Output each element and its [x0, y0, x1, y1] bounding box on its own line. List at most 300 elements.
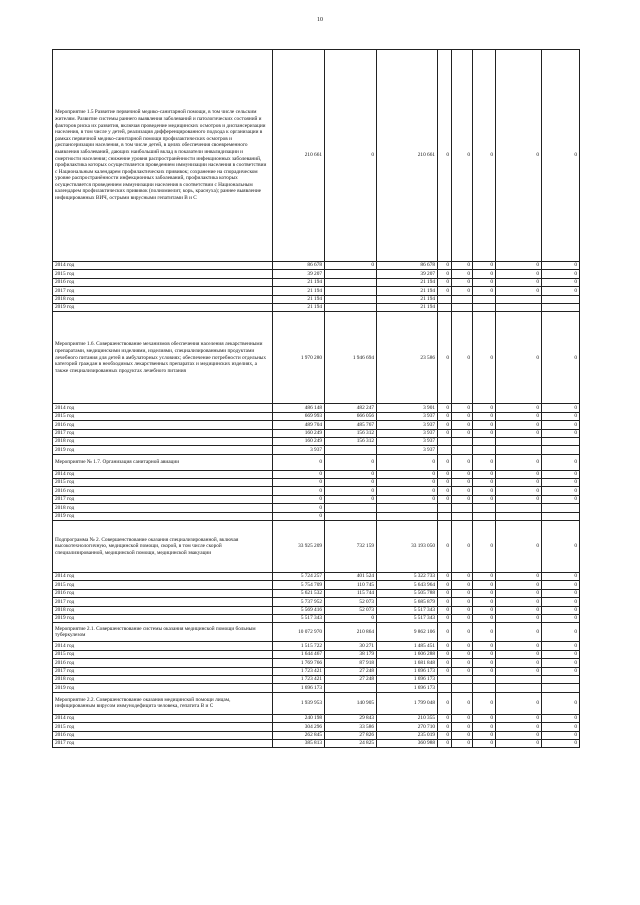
value-cell-4: 0 — [438, 454, 452, 470]
value-cell-4: 0 — [438, 723, 452, 731]
value-cell-5: 0 — [452, 278, 473, 286]
value-cell-5: 0 — [452, 487, 473, 495]
value-cell-3: 210 661 — [377, 50, 438, 262]
value-cell-4: 0 — [438, 270, 452, 278]
value-cell-8: 0 — [542, 723, 580, 731]
value-cell-1: 21 194 — [273, 287, 325, 295]
value-cell-5: 0 — [452, 642, 473, 650]
value-cell-4: 0 — [438, 429, 452, 437]
year-label: 2014 год — [53, 470, 273, 478]
value-cell-4: 0 — [438, 659, 452, 667]
value-cell-4: 0 — [438, 487, 452, 495]
value-cell-3: 23 586 — [377, 312, 438, 404]
value-cell-2: 482 247 — [325, 404, 377, 412]
value-cell-1: 240 198 — [273, 714, 325, 722]
value-cell-4: 0 — [438, 606, 452, 614]
value-cell-5: 0 — [452, 692, 473, 714]
value-cell-5 — [452, 504, 473, 512]
value-cell-3: 3 901 — [377, 404, 438, 412]
year-label: 2019 год — [53, 446, 273, 454]
value-cell-4: 0 — [438, 470, 452, 478]
value-cell-2 — [325, 684, 377, 692]
value-cell-4: 0 — [438, 50, 452, 262]
value-cell-6: 0 — [473, 667, 496, 675]
value-cell-7: 0 — [496, 454, 542, 470]
value-cell-7: 0 — [496, 606, 542, 614]
year-label: 2016 год — [53, 487, 273, 495]
page-number: 10 — [317, 17, 323, 23]
value-cell-7 — [496, 295, 542, 303]
value-cell-1: 385 813 — [273, 739, 325, 747]
value-cell-5 — [452, 303, 473, 311]
year-row — [53, 684, 580, 692]
year-row — [53, 295, 580, 303]
measure-row — [53, 454, 580, 470]
value-cell-6: 0 — [473, 287, 496, 295]
measure-name: Мероприятие 2.1. Совершенствование системы оказания медицинской помощи больным туберкулезом — [53, 623, 273, 642]
value-cell-4: 0 — [438, 312, 452, 404]
value-cell-4 — [438, 437, 452, 445]
value-cell-4: 0 — [438, 623, 452, 642]
value-cell-3: 5 322 733 — [377, 573, 438, 581]
year-label: 2014 год — [53, 404, 273, 412]
value-cell-5 — [452, 512, 473, 520]
value-cell-8: 0 — [542, 589, 580, 597]
value-cell-8: 0 — [542, 412, 580, 420]
value-cell-5: 0 — [452, 589, 473, 597]
value-cell-7: 0 — [496, 659, 542, 667]
value-cell-5: 0 — [452, 659, 473, 667]
year-row — [53, 404, 580, 412]
value-cell-7: 0 — [496, 495, 542, 503]
value-cell-3: 0 — [377, 470, 438, 478]
value-cell-1: 3 937 — [273, 446, 325, 454]
value-cell-7: 0 — [496, 739, 542, 747]
value-cell-8: 0 — [542, 642, 580, 650]
value-cell-5: 0 — [452, 606, 473, 614]
year-row — [53, 573, 580, 581]
value-cell-6: 0 — [473, 412, 496, 420]
year-row — [53, 487, 580, 495]
value-cell-8: 0 — [542, 278, 580, 286]
value-cell-1: 1 769 766 — [273, 659, 325, 667]
value-cell-4: 0 — [438, 421, 452, 429]
value-cell-6: 0 — [473, 521, 496, 573]
value-cell-2: 38 179 — [325, 650, 377, 658]
value-cell-2 — [325, 295, 377, 303]
value-cell-3: 9 862 106 — [377, 623, 438, 642]
value-cell-5 — [452, 295, 473, 303]
value-cell-1: 5 737 952 — [273, 598, 325, 606]
value-cell-6: 0 — [473, 581, 496, 589]
value-cell-8: 0 — [542, 521, 580, 573]
value-cell-7 — [496, 684, 542, 692]
value-cell-1: 160 249 — [273, 437, 325, 445]
value-cell-6: 0 — [473, 404, 496, 412]
year-row — [53, 606, 580, 614]
year-label: 2019 год — [53, 512, 273, 520]
value-cell-1: 1 644 467 — [273, 650, 325, 658]
value-cell-2: 29 843 — [325, 714, 377, 722]
value-cell-1: 669 993 — [273, 412, 325, 420]
value-cell-8: 0 — [542, 270, 580, 278]
value-cell-5: 0 — [452, 614, 473, 622]
value-cell-3: 1 696 173 — [377, 684, 438, 692]
value-cell-3: 0 — [377, 487, 438, 495]
year-label: 2017 год — [53, 495, 273, 503]
value-cell-1: 0 — [273, 470, 325, 478]
value-cell-5 — [452, 684, 473, 692]
value-cell-7: 0 — [496, 262, 542, 270]
value-cell-1: 1 723 421 — [273, 667, 325, 675]
value-cell-7 — [496, 303, 542, 311]
value-cell-6: 0 — [473, 598, 496, 606]
value-cell-1: 1 696 173 — [273, 684, 325, 692]
value-cell-8 — [542, 295, 580, 303]
value-cell-6: 0 — [473, 642, 496, 650]
measure-name: Мероприятие 1.5 Развитие первичной медико-санитарной помощи, в том числе сельским жителям. Развитие системы раннего выявления заболеваний и патологических состояний и факторов риска их развития, включая проведение медицинских осмотров и диспансеризации населения, в том числе у детей, реализация дифференцированного подхода к организации в рамках первичной медико-санитарной помощи профилактических осмотров и диспансеризации населения, в том числе детей, в целях обеспечения своевременного выявления заболеваний, дающих наибольший вклад в показатели инвалидизации и смертности населения; снижение уровня распространённости инфекционных заболеваний, профилактика которых осуществляется проведением иммунизации населения в соответствии с Национальным календарем профилактических прививок; сохранение на спорадическом уровне распространённости инфекционных заболеваний, профилактика которых осуществляется проведением иммунизации населения в соответствии с Национальным календарем профилактических прививок (полиомиелит, корь, краснуха); раннее выявление инфицированных ВИЧ, острыми вирусными гепатитами В и С — [53, 50, 273, 262]
value-cell-8 — [542, 684, 580, 692]
value-cell-5: 0 — [452, 714, 473, 722]
measure-row — [53, 521, 580, 573]
value-cell-5: 0 — [452, 404, 473, 412]
value-cell-5: 0 — [452, 287, 473, 295]
value-cell-2: 0 — [325, 470, 377, 478]
value-cell-6: 0 — [473, 731, 496, 739]
value-cell-4 — [438, 446, 452, 454]
measure-row — [53, 623, 580, 642]
value-cell-8: 0 — [542, 287, 580, 295]
value-cell-1: 0 — [273, 512, 325, 520]
value-cell-4: 0 — [438, 714, 452, 722]
value-cell-5: 0 — [452, 581, 473, 589]
value-cell-4: 0 — [438, 412, 452, 420]
measure-row — [53, 50, 580, 262]
year-label: 2018 год — [53, 606, 273, 614]
year-label: 2014 год — [53, 262, 273, 270]
year-label: 2014 год — [53, 714, 273, 722]
value-cell-4: 0 — [438, 731, 452, 739]
value-cell-1: 33 925 209 — [273, 521, 325, 573]
value-cell-8: 0 — [542, 479, 580, 487]
value-cell-3: 1 681 848 — [377, 659, 438, 667]
year-row — [53, 412, 580, 420]
value-cell-6: 0 — [473, 262, 496, 270]
year-row — [53, 723, 580, 731]
value-cell-4: 0 — [438, 692, 452, 714]
value-cell-1: 0 — [273, 495, 325, 503]
value-cell-2: 0 — [325, 454, 377, 470]
value-cell-1: 21 194 — [273, 295, 325, 303]
year-row — [53, 495, 580, 503]
year-label: 2017 год — [53, 429, 273, 437]
value-cell-3: 270 710 — [377, 723, 438, 731]
value-cell-4: 0 — [438, 287, 452, 295]
year-row — [53, 504, 580, 512]
value-cell-1: 160 249 — [273, 429, 325, 437]
value-cell-2 — [325, 287, 377, 295]
year-label: 2018 год — [53, 504, 273, 512]
value-cell-1: 0 — [273, 504, 325, 512]
value-cell-3: 21 194 — [377, 295, 438, 303]
value-cell-1: 10 072 970 — [273, 623, 325, 642]
value-cell-8: 0 — [542, 598, 580, 606]
value-cell-2: 30 271 — [325, 642, 377, 650]
value-cell-1: 1 515 722 — [273, 642, 325, 650]
value-cell-5: 0 — [452, 470, 473, 478]
value-cell-1: 5 517 343 — [273, 614, 325, 622]
value-cell-5: 0 — [452, 573, 473, 581]
value-cell-2: 27 248 — [325, 675, 377, 683]
year-label: 2018 год — [53, 675, 273, 683]
value-cell-8: 0 — [542, 421, 580, 429]
value-cell-7: 0 — [496, 589, 542, 597]
value-cell-1: 210 661 — [273, 50, 325, 262]
year-row — [53, 303, 580, 311]
year-row — [53, 270, 580, 278]
value-cell-6 — [473, 504, 496, 512]
value-cell-3: 5 517 343 — [377, 606, 438, 614]
value-cell-3: 39 207 — [377, 270, 438, 278]
value-cell-7: 0 — [496, 470, 542, 478]
value-cell-8: 0 — [542, 659, 580, 667]
year-row — [53, 581, 580, 589]
year-label: 2015 год — [53, 412, 273, 420]
value-cell-1: 21 194 — [273, 278, 325, 286]
value-cell-8 — [542, 303, 580, 311]
value-cell-5: 0 — [452, 270, 473, 278]
value-cell-1: 262 845 — [273, 731, 325, 739]
year-label: 2016 год — [53, 589, 273, 597]
value-cell-5: 0 — [452, 667, 473, 675]
value-cell-7: 0 — [496, 404, 542, 412]
year-label: 2019 год — [53, 614, 273, 622]
value-cell-8: 0 — [542, 50, 580, 262]
value-cell-3: 3 937 — [377, 429, 438, 437]
value-cell-8: 0 — [542, 573, 580, 581]
value-cell-2: 401 524 — [325, 573, 377, 581]
value-cell-3: 3 937 — [377, 412, 438, 420]
value-cell-5: 0 — [452, 495, 473, 503]
year-row — [53, 731, 580, 739]
value-cell-7: 0 — [496, 573, 542, 581]
value-cell-3: 33 193 050 — [377, 521, 438, 573]
value-cell-6: 0 — [473, 692, 496, 714]
value-cell-7: 0 — [496, 270, 542, 278]
value-cell-4: 0 — [438, 650, 452, 658]
value-cell-7 — [496, 512, 542, 520]
year-row — [53, 278, 580, 286]
value-cell-1: 0 — [273, 487, 325, 495]
value-cell-2 — [325, 278, 377, 286]
value-cell-3: 210 355 — [377, 714, 438, 722]
value-cell-6 — [473, 446, 496, 454]
value-cell-3: 1 696 173 — [377, 667, 438, 675]
value-cell-6: 0 — [473, 495, 496, 503]
value-cell-7: 0 — [496, 723, 542, 731]
value-cell-7: 0 — [496, 521, 542, 573]
value-cell-8 — [542, 437, 580, 445]
value-cell-4: 0 — [438, 667, 452, 675]
value-cell-8: 0 — [542, 692, 580, 714]
value-cell-6: 0 — [473, 50, 496, 262]
value-cell-3: 5 505 788 — [377, 589, 438, 597]
value-cell-6: 0 — [473, 454, 496, 470]
value-cell-4 — [438, 504, 452, 512]
year-label: 2017 год — [53, 667, 273, 675]
value-cell-7: 0 — [496, 650, 542, 658]
value-cell-8: 0 — [542, 404, 580, 412]
value-cell-3: 3 937 — [377, 446, 438, 454]
value-cell-2: 24 825 — [325, 739, 377, 747]
value-cell-6: 0 — [473, 723, 496, 731]
year-row — [53, 642, 580, 650]
budget-table — [52, 49, 580, 748]
value-cell-8: 0 — [542, 667, 580, 675]
value-cell-8 — [542, 504, 580, 512]
year-label: 2017 год — [53, 287, 273, 295]
value-cell-8 — [542, 675, 580, 683]
value-cell-6: 0 — [473, 606, 496, 614]
value-cell-4: 0 — [438, 495, 452, 503]
value-cell-7: 0 — [496, 731, 542, 739]
value-cell-4: 0 — [438, 598, 452, 606]
value-cell-7: 0 — [496, 667, 542, 675]
value-cell-5: 0 — [452, 262, 473, 270]
value-cell-3: 1 606 288 — [377, 650, 438, 658]
value-cell-5: 0 — [452, 623, 473, 642]
value-cell-5 — [452, 437, 473, 445]
value-cell-5: 0 — [452, 312, 473, 404]
value-cell-5: 0 — [452, 454, 473, 470]
value-cell-7: 0 — [496, 412, 542, 420]
value-cell-2: 52 073 — [325, 598, 377, 606]
value-cell-1: 86 678 — [273, 262, 325, 270]
year-row — [53, 429, 580, 437]
value-cell-2: 0 — [325, 487, 377, 495]
year-label: 2016 год — [53, 659, 273, 667]
year-label: 2015 год — [53, 650, 273, 658]
year-row — [53, 589, 580, 597]
value-cell-7 — [496, 504, 542, 512]
value-cell-6 — [473, 303, 496, 311]
value-cell-7: 0 — [496, 421, 542, 429]
value-cell-8: 0 — [542, 262, 580, 270]
year-label: 2017 год — [53, 739, 273, 747]
value-cell-3: 235 019 — [377, 731, 438, 739]
value-cell-2: 0 — [325, 614, 377, 622]
value-cell-2: 140 905 — [325, 692, 377, 714]
measure-name: Мероприятие 2.2. Совершенствование оказания медицинской помощи лицам, инфицированным вирусом иммунодефицита человека, гепатита В и С — [53, 692, 273, 714]
value-cell-2: 27 826 — [325, 731, 377, 739]
value-cell-7: 0 — [496, 312, 542, 404]
value-cell-8: 0 — [542, 714, 580, 722]
value-cell-7: 0 — [496, 487, 542, 495]
measure-name: Мероприятие 1.6. Совершенствование механизмов обеспечения населения лекарственными препаратами, медицинскими изделиями, изделиями, специализированными продуктами лечебного питания для детей в амбулаторных условиях; обеспечение потребности отдельных категорий граждан в необходимых лекарственных препаратах и медицинских изделиях, а также специализированных продуктах лечебного питания — [53, 312, 273, 404]
year-label: 2015 год — [53, 581, 273, 589]
value-cell-3: 5 643 964 — [377, 581, 438, 589]
value-cell-4 — [438, 295, 452, 303]
value-cell-6: 0 — [473, 312, 496, 404]
value-cell-2: 485 767 — [325, 421, 377, 429]
value-cell-3: 21 194 — [377, 303, 438, 311]
value-cell-7: 0 — [496, 692, 542, 714]
value-cell-1: 39 207 — [273, 270, 325, 278]
year-label: 2019 год — [53, 303, 273, 311]
value-cell-4 — [438, 303, 452, 311]
value-cell-5: 0 — [452, 731, 473, 739]
value-cell-6 — [473, 684, 496, 692]
value-cell-4: 0 — [438, 521, 452, 573]
value-cell-7: 0 — [496, 623, 542, 642]
value-cell-2: 0 — [325, 262, 377, 270]
value-cell-2: 115 744 — [325, 589, 377, 597]
value-cell-5: 0 — [452, 429, 473, 437]
value-cell-4 — [438, 675, 452, 683]
value-cell-7 — [496, 437, 542, 445]
value-cell-6 — [473, 437, 496, 445]
value-cell-3: 0 — [377, 495, 438, 503]
year-label: 2019 год — [53, 684, 273, 692]
value-cell-2 — [325, 303, 377, 311]
value-cell-2: 52 073 — [325, 606, 377, 614]
value-cell-8: 0 — [542, 312, 580, 404]
value-cell-8: 0 — [542, 606, 580, 614]
value-cell-6 — [473, 675, 496, 683]
value-cell-6: 0 — [473, 278, 496, 286]
value-cell-1: 21 194 — [273, 303, 325, 311]
measure-name: Подпрограмма № 2. Совершенствование оказания специализированной, включая высокотехнологичную, медицинской помощи, скорой, в том числе скорой специализированной, медицинской помощи, медицинской эвакуации — [53, 521, 273, 573]
value-cell-6: 0 — [473, 614, 496, 622]
year-row — [53, 675, 580, 683]
value-cell-3: 1 799 048 — [377, 692, 438, 714]
value-cell-7: 0 — [496, 598, 542, 606]
value-cell-4: 0 — [438, 278, 452, 286]
value-cell-5 — [452, 675, 473, 683]
value-cell-5: 0 — [452, 723, 473, 731]
value-cell-7: 0 — [496, 287, 542, 295]
value-cell-8: 0 — [542, 487, 580, 495]
year-label: 2014 год — [53, 573, 273, 581]
value-cell-5: 0 — [452, 50, 473, 262]
value-cell-2: 33 586 — [325, 723, 377, 731]
value-cell-2: 156 312 — [325, 429, 377, 437]
year-row — [53, 262, 580, 270]
value-cell-2: 666 056 — [325, 412, 377, 420]
value-cell-2 — [325, 446, 377, 454]
value-cell-8: 0 — [542, 614, 580, 622]
year-row — [53, 614, 580, 622]
value-cell-3: 86 678 — [377, 262, 438, 270]
value-cell-1: 1 970 280 — [273, 312, 325, 404]
value-cell-1: 5 569 416 — [273, 606, 325, 614]
value-cell-5: 0 — [452, 421, 473, 429]
value-cell-1: 5 621 532 — [273, 589, 325, 597]
year-row — [53, 287, 580, 295]
year-row — [53, 598, 580, 606]
value-cell-6: 0 — [473, 714, 496, 722]
year-row — [53, 659, 580, 667]
value-cell-8 — [542, 446, 580, 454]
value-cell-2: 156 312 — [325, 437, 377, 445]
value-cell-2 — [325, 512, 377, 520]
year-label: 2016 год — [53, 421, 273, 429]
year-row — [53, 446, 580, 454]
value-cell-1: 1 939 953 — [273, 692, 325, 714]
value-cell-4: 0 — [438, 614, 452, 622]
measure-name: Мероприятие № 1.7. Организация санитарной авиации — [53, 454, 273, 470]
value-cell-4 — [438, 684, 452, 692]
